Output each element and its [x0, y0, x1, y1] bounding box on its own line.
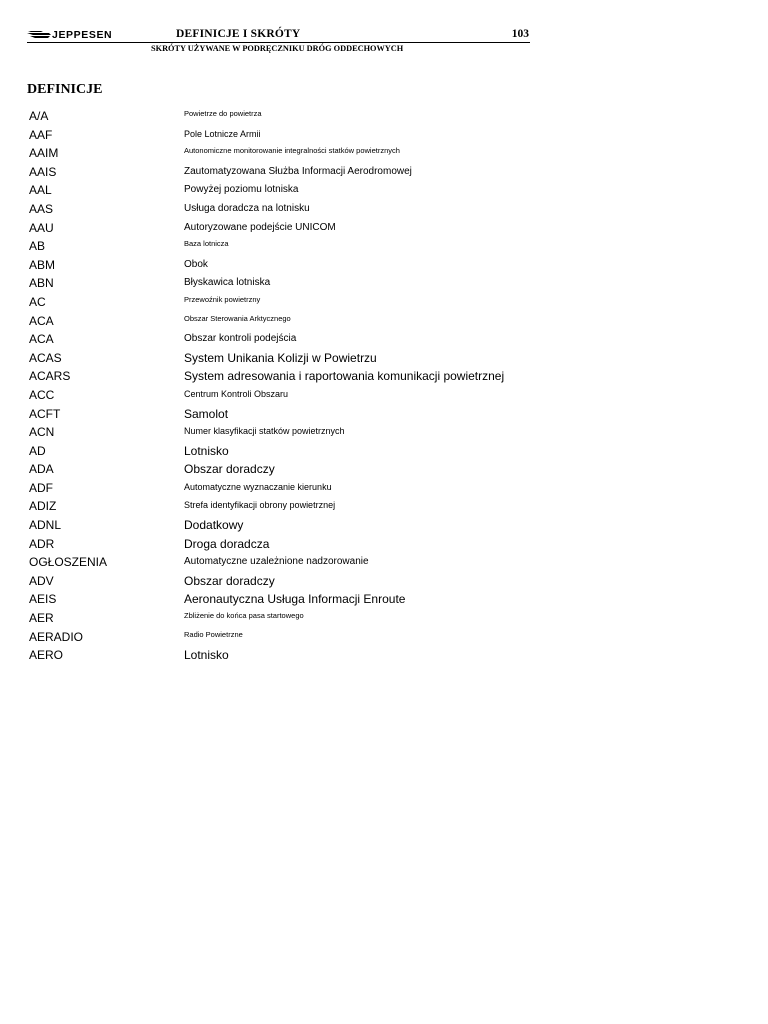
abbreviation-definition: Obszar Sterowania Arktycznego: [184, 313, 291, 323]
abbreviation-definition: Obok: [184, 258, 208, 270]
abbreviation-term: AB: [29, 239, 46, 254]
abbreviation-definition: Autonomiczne monitorowanie integralności statków powietrznych: [184, 146, 400, 156]
jeppesen-wing-icon: [27, 30, 51, 40]
definition-row: [29, 163, 549, 182]
definition-row: [29, 516, 549, 535]
abbreviation-definition: Zautomatyzowana Służba Informacji Aerodromowej: [184, 165, 412, 177]
abbreviation-term: AC: [29, 294, 46, 309]
definition-row: [29, 572, 549, 591]
abbreviation-definition: Lotnisko: [184, 443, 229, 458]
definition-row: [29, 237, 549, 256]
abbreviation-term: AAS: [29, 201, 54, 216]
abbreviation-definition: Numer klasyfikacji statków powietrznych: [184, 426, 345, 437]
abbreviation-definition: Centrum Kontroli Obszaru: [184, 388, 289, 399]
abbreviation-definition: Powietrze do powietrza: [184, 109, 262, 118]
abbreviation-term: AAU: [29, 220, 54, 235]
definition-row: [29, 460, 549, 479]
abbreviation-definition: Lotnisko: [184, 648, 229, 663]
abbreviation-term: AERADIO: [29, 629, 84, 644]
abbreviation-term: AAL: [29, 183, 52, 198]
abbreviation-definition: Radio Powietrzne: [184, 629, 243, 639]
abbreviation-term: ADNL: [29, 518, 62, 533]
abbreviation-definition: Samolot: [184, 406, 229, 421]
abbreviation-definition: Obszar doradczy: [184, 462, 275, 477]
abbreviation-definition: Zbliżenie do końca pasa startowego: [184, 611, 304, 621]
abbreviation-term: ADR: [29, 536, 55, 551]
definition-row: [29, 144, 549, 163]
jeppesen-logo: [27, 28, 112, 42]
definition-row: [29, 553, 549, 572]
definition-row: [29, 126, 549, 145]
abbreviation-term: ACARS: [29, 369, 71, 384]
abbreviation-definition: System adresowania i raportowania komunikacji powietrznej: [184, 369, 505, 384]
abbreviation-term: ADF: [29, 480, 53, 495]
abbreviation-definition: Automatyczne wyznaczanie kierunku: [184, 481, 332, 492]
abbreviation-term: ACA: [29, 313, 54, 328]
abbreviation-term: ADA: [29, 462, 54, 477]
page-header: [27, 26, 530, 56]
abbreviation-definition: Aeronautyczna Usługa Informacji Enroute: [184, 592, 406, 607]
definition-row: [29, 256, 549, 275]
definition-row: [29, 535, 549, 554]
definition-row: [29, 497, 549, 516]
abbreviation-definition: Automatyczne uzależnione nadzorowanie: [184, 556, 369, 568]
abbreviation-term: AERO: [29, 648, 64, 663]
definition-row: [29, 423, 549, 442]
definition-row: [29, 646, 549, 665]
definition-row: [29, 609, 549, 628]
document-title: DEFINICJE I SKRÓTY: [176, 28, 301, 40]
definition-row: [29, 628, 549, 647]
abbreviation-definition: System Unikania Kolizji w Powietrzu: [184, 350, 377, 365]
abbreviation-definition: Błyskawica lotniska: [184, 277, 271, 289]
definition-row: [29, 219, 549, 238]
abbreviation-term: ACN: [29, 425, 55, 440]
abbreviation-term: AD: [29, 443, 46, 458]
abbreviation-definition: Droga doradcza: [184, 536, 270, 551]
page-number: 103: [511, 28, 529, 40]
abbreviation-term: ACFT: [29, 406, 61, 421]
abbreviation-definition: Baza lotnicza: [184, 239, 229, 249]
abbreviation-term: AER: [29, 611, 54, 626]
abbreviation-definition: Usługa doradcza na lotnisku: [184, 202, 310, 214]
definition-row: [29, 349, 549, 368]
document-subtitle: SKRÓTY UŻYWANE W PODRĘCZNIKU DRÓG ODDECHOWYCH: [151, 44, 404, 53]
abbreviation-term: AAIS: [29, 164, 57, 179]
abbreviation-term: ACC: [29, 387, 55, 402]
abbreviation-definition: Obszar doradczy: [184, 573, 275, 588]
definition-row: [29, 386, 549, 405]
definition-row: [29, 330, 549, 349]
abbreviation-term: ABN: [29, 276, 54, 291]
abbreviation-definition: Dodatkowy: [184, 518, 244, 533]
abbreviation-term: AEIS: [29, 592, 57, 607]
definition-row: [29, 405, 549, 424]
definition-row: [29, 293, 549, 312]
abbreviation-term: A/A: [29, 109, 49, 123]
abbreviation-definition: Autoryzowane podejście UNICOM: [184, 221, 336, 233]
definition-row: [29, 442, 549, 461]
abbreviation-term: ADV: [29, 573, 54, 588]
abbreviation-term: ACAS: [29, 350, 62, 365]
abbreviation-term: ABM: [29, 257, 56, 272]
brand-name: JEPPESEN: [52, 29, 113, 41]
abbreviation-term: OGŁOSZENIA: [29, 555, 108, 570]
definition-row: [29, 312, 549, 331]
abbreviation-term: AAIM: [29, 146, 59, 161]
abbreviation-term: ADIZ: [29, 499, 57, 514]
abbreviation-term: AAF: [29, 127, 53, 142]
definition-row: [29, 274, 549, 293]
abbreviation-term: ACA: [29, 332, 54, 347]
abbreviation-definition: Powyżej poziomu lotniska: [184, 184, 299, 196]
definition-row: [29, 590, 549, 609]
abbreviation-definition: Przewoźnik powietrzny: [184, 294, 261, 304]
abbreviation-definition: Obszar kontroli podejścia: [184, 333, 297, 345]
definition-row: [29, 200, 549, 219]
abbreviation-definition: Pole Lotnicze Armii: [184, 128, 261, 139]
definitions-list: [29, 107, 549, 665]
definition-row: [29, 107, 549, 126]
definition-row: [29, 367, 549, 386]
definition-row: [29, 181, 549, 200]
section-heading: DEFINICJE: [27, 82, 103, 97]
abbreviation-definition: Strefa identyfikacji obrony powietrznej: [184, 500, 336, 511]
definition-row: [29, 479, 549, 498]
